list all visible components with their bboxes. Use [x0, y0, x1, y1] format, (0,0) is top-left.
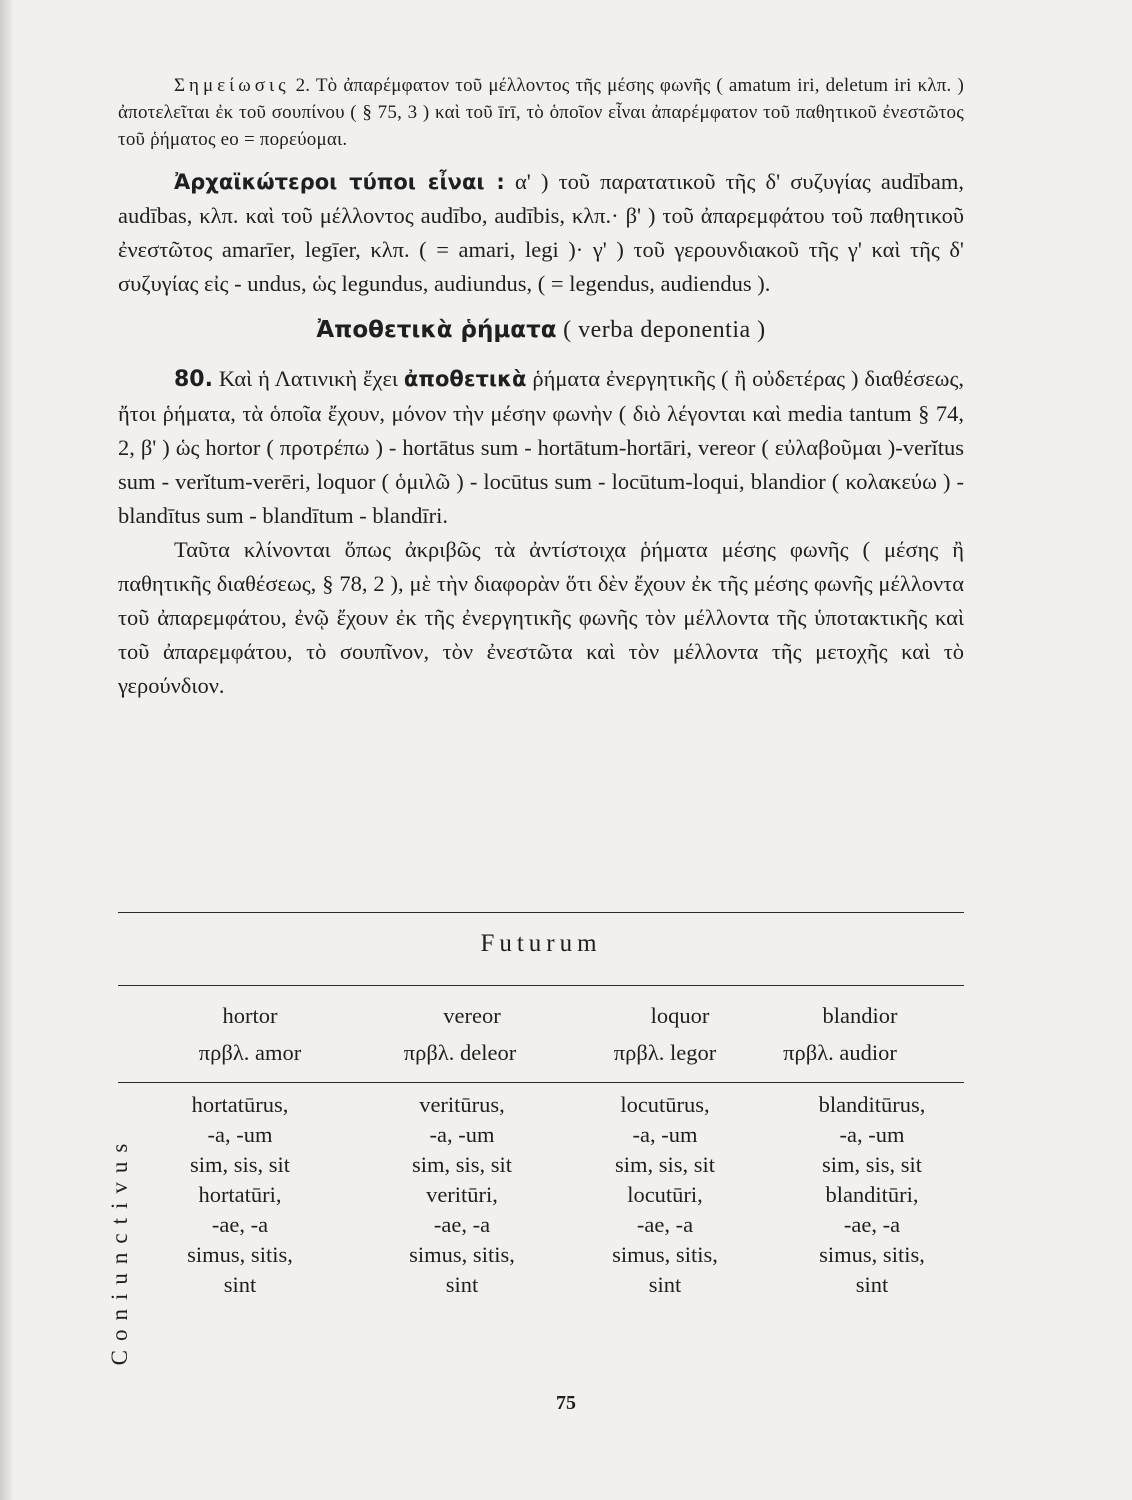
form-cell: sim, sis, sit: [411, 1152, 513, 1177]
verb-header-hortor: hortor: [222, 1003, 278, 1028]
conjugation-paragraph: Ταῦτα κλίνονται ὅπως ἀκριβῶς τὰ ἀντίστοιχα ῥήματα μέσης φωνῆς ( μέσης ἢ παθητικῆς διαθέσεως, § 78, 2 ), μὲ τὴν διαφορὰν ὅτι δὲν ἔχουν ἐκ τῆς μέσης φωνῆς μέλλοντα τοῦ ἀπαρεμφάτου, ἐνῷ ἔχουν ἐκ τῆς ἐνεργητικῆς φωνῆς τὸν μέλλοντα τῆς ὑποτακτικῆς καὶ τοῦ ἀπαρεμφάτου, τὸ σουπῖνον, τὸν ἐνεστῶτα καὶ τὸν μέλλοντα τῆς μετοχῆς καὶ τὸ γερούνδιον.: [118, 537, 964, 698]
table-header-rule: [118, 1082, 964, 1083]
form-cell: -ae, -a: [433, 1212, 491, 1237]
form-cell: blanditūri,: [825, 1182, 919, 1207]
form-cell: sint: [855, 1272, 889, 1297]
compare-deleor: πρβλ. deleor: [403, 1040, 517, 1065]
form-cell: hortatūrus,: [191, 1092, 289, 1117]
section-80-paragraph: [118, 362, 964, 533]
form-cell: -a, -um: [839, 1122, 905, 1147]
form-cell: sim, sis, sit: [614, 1152, 716, 1177]
form-cell: hortatūri,: [198, 1182, 282, 1207]
note-label: Σημείωσις: [174, 75, 290, 96]
form-cell: locutūri,: [627, 1182, 703, 1207]
table-title-rule: [118, 985, 964, 986]
note-text: 2. Τὸ ἀπαρέμφατον τοῦ μέλλοντος τῆς μέσης φωνῆς ( amatum iri, deletum iri κλπ. ) ἀποτελεῖται ἐκ τοῦ σουπίνου ( § 75, 3 ) καὶ τοῦ īrī, τὸ ὁποῖον εἶναι ἀπαρέμφατον τοῦ παθητικοῦ ἐνεστῶτος τοῦ ῥήματος eo = πορεύομαι.: [118, 75, 964, 150]
compare-audior: πρβλ. audior: [783, 1040, 897, 1065]
note-paragraph: [118, 72, 964, 153]
archaic-forms-text: α' ) τοῦ παρατατικοῦ τῆς δ' συζυγίας audībam, audības, κλπ. καὶ τοῦ μέλλοντος audībo, audībis, κλπ.· β' ) τοῦ ἀπαρεμφάτου τοῦ παθητικοῦ ἐνεστῶτος amarīer, legīer, κλπ. ( = amari, legi )· γ' ) τοῦ γερουνδιακοῦ τῆς γ' καὶ τῆς δ' συζυγίας εἰς - undus, ὡς legundus, audiundus, ( = legendus, audiendus ).: [118, 169, 964, 296]
section-80-text: ῥήματα ἐνεργητικῆς ( ἢ οὐδετέρας ) διαθέσεως, ἤτοι ῥήματα, τὰ ὁποῖα ἔχουν, μόνον τὴν μέσην φωνὴν ( διὸ λέγονται καὶ media tantum § 74, 2, β' ) ὡς hortor ( προτρέπω ) - hortātus sum - hortātum-hortāri, vereor ( εὐλαβοῦμαι )-verĭtus sum - verĭtum-verēri, loquor ( ὁμιλῶ ) - locūtus sum - locūtum-loqui, blandior ( κολακεύω ) - blandītus sum - blandītum - blandīri.: [118, 366, 964, 528]
verb-header-vereor: vereor: [443, 1003, 501, 1028]
column-blandior: [772, 1090, 972, 1300]
mood-side-label: Coniunctivus: [107, 1134, 132, 1366]
table-title: Futurum: [480, 930, 602, 957]
page-number: 75: [556, 1392, 576, 1414]
form-cell: -ae, -a: [843, 1212, 901, 1237]
section-heading: [118, 317, 964, 344]
page-edge-shadow: [0, 0, 14, 1500]
form-cell: -a, -um: [632, 1122, 698, 1147]
compare-amor: πρβλ. amor: [198, 1040, 302, 1065]
column-hortor: [140, 1090, 340, 1300]
form-cell: blanditūrus,: [818, 1092, 926, 1117]
form-cell: -a, -um: [429, 1122, 495, 1147]
column-loquor: [565, 1090, 765, 1300]
verb-header-blandior: blandior: [822, 1003, 898, 1028]
form-cell: sint: [223, 1272, 257, 1297]
text-body: [118, 72, 964, 703]
form-cell: -ae, -a: [211, 1212, 269, 1237]
verb-header-loquor: loquor: [650, 1003, 710, 1028]
section-number: 80.: [174, 367, 213, 392]
section-80-keyword: ἀποθετικὰ: [403, 367, 527, 391]
table-top-rule: [118, 912, 964, 913]
section-heading-latin: ( verba deponentia ): [556, 317, 766, 343]
section-heading-greek: Ἀποθετικὰ ῥήματα: [316, 317, 557, 343]
form-cell: locutūrus,: [620, 1092, 710, 1117]
compare-legor: πρβλ. legor: [613, 1040, 717, 1065]
form-cell: simus, sitis,: [409, 1242, 515, 1267]
archaic-forms-paragraph: [118, 165, 964, 301]
form-cell: veritūri,: [426, 1182, 498, 1207]
form-cell: simus, sitis,: [612, 1242, 718, 1267]
section-80-intro: Καὶ ἡ Λατινικὴ ἔχει: [212, 366, 404, 391]
form-cell: -a, -um: [207, 1122, 273, 1147]
form-cell: sint: [648, 1272, 682, 1297]
form-cell: sint: [445, 1272, 479, 1297]
form-cell: sim, sis, sit: [821, 1152, 923, 1177]
form-cell: sim, sis, sit: [189, 1152, 291, 1177]
form-cell: simus, sitis,: [819, 1242, 925, 1267]
form-cell: veritūrus,: [419, 1092, 505, 1117]
archaic-forms-heading: Ἀρχαϊκώτεροι τύποι εἶναι :: [174, 170, 505, 194]
column-vereor: [362, 1090, 562, 1300]
form-cell: simus, sitis,: [187, 1242, 293, 1267]
form-cell: -ae, -a: [636, 1212, 694, 1237]
